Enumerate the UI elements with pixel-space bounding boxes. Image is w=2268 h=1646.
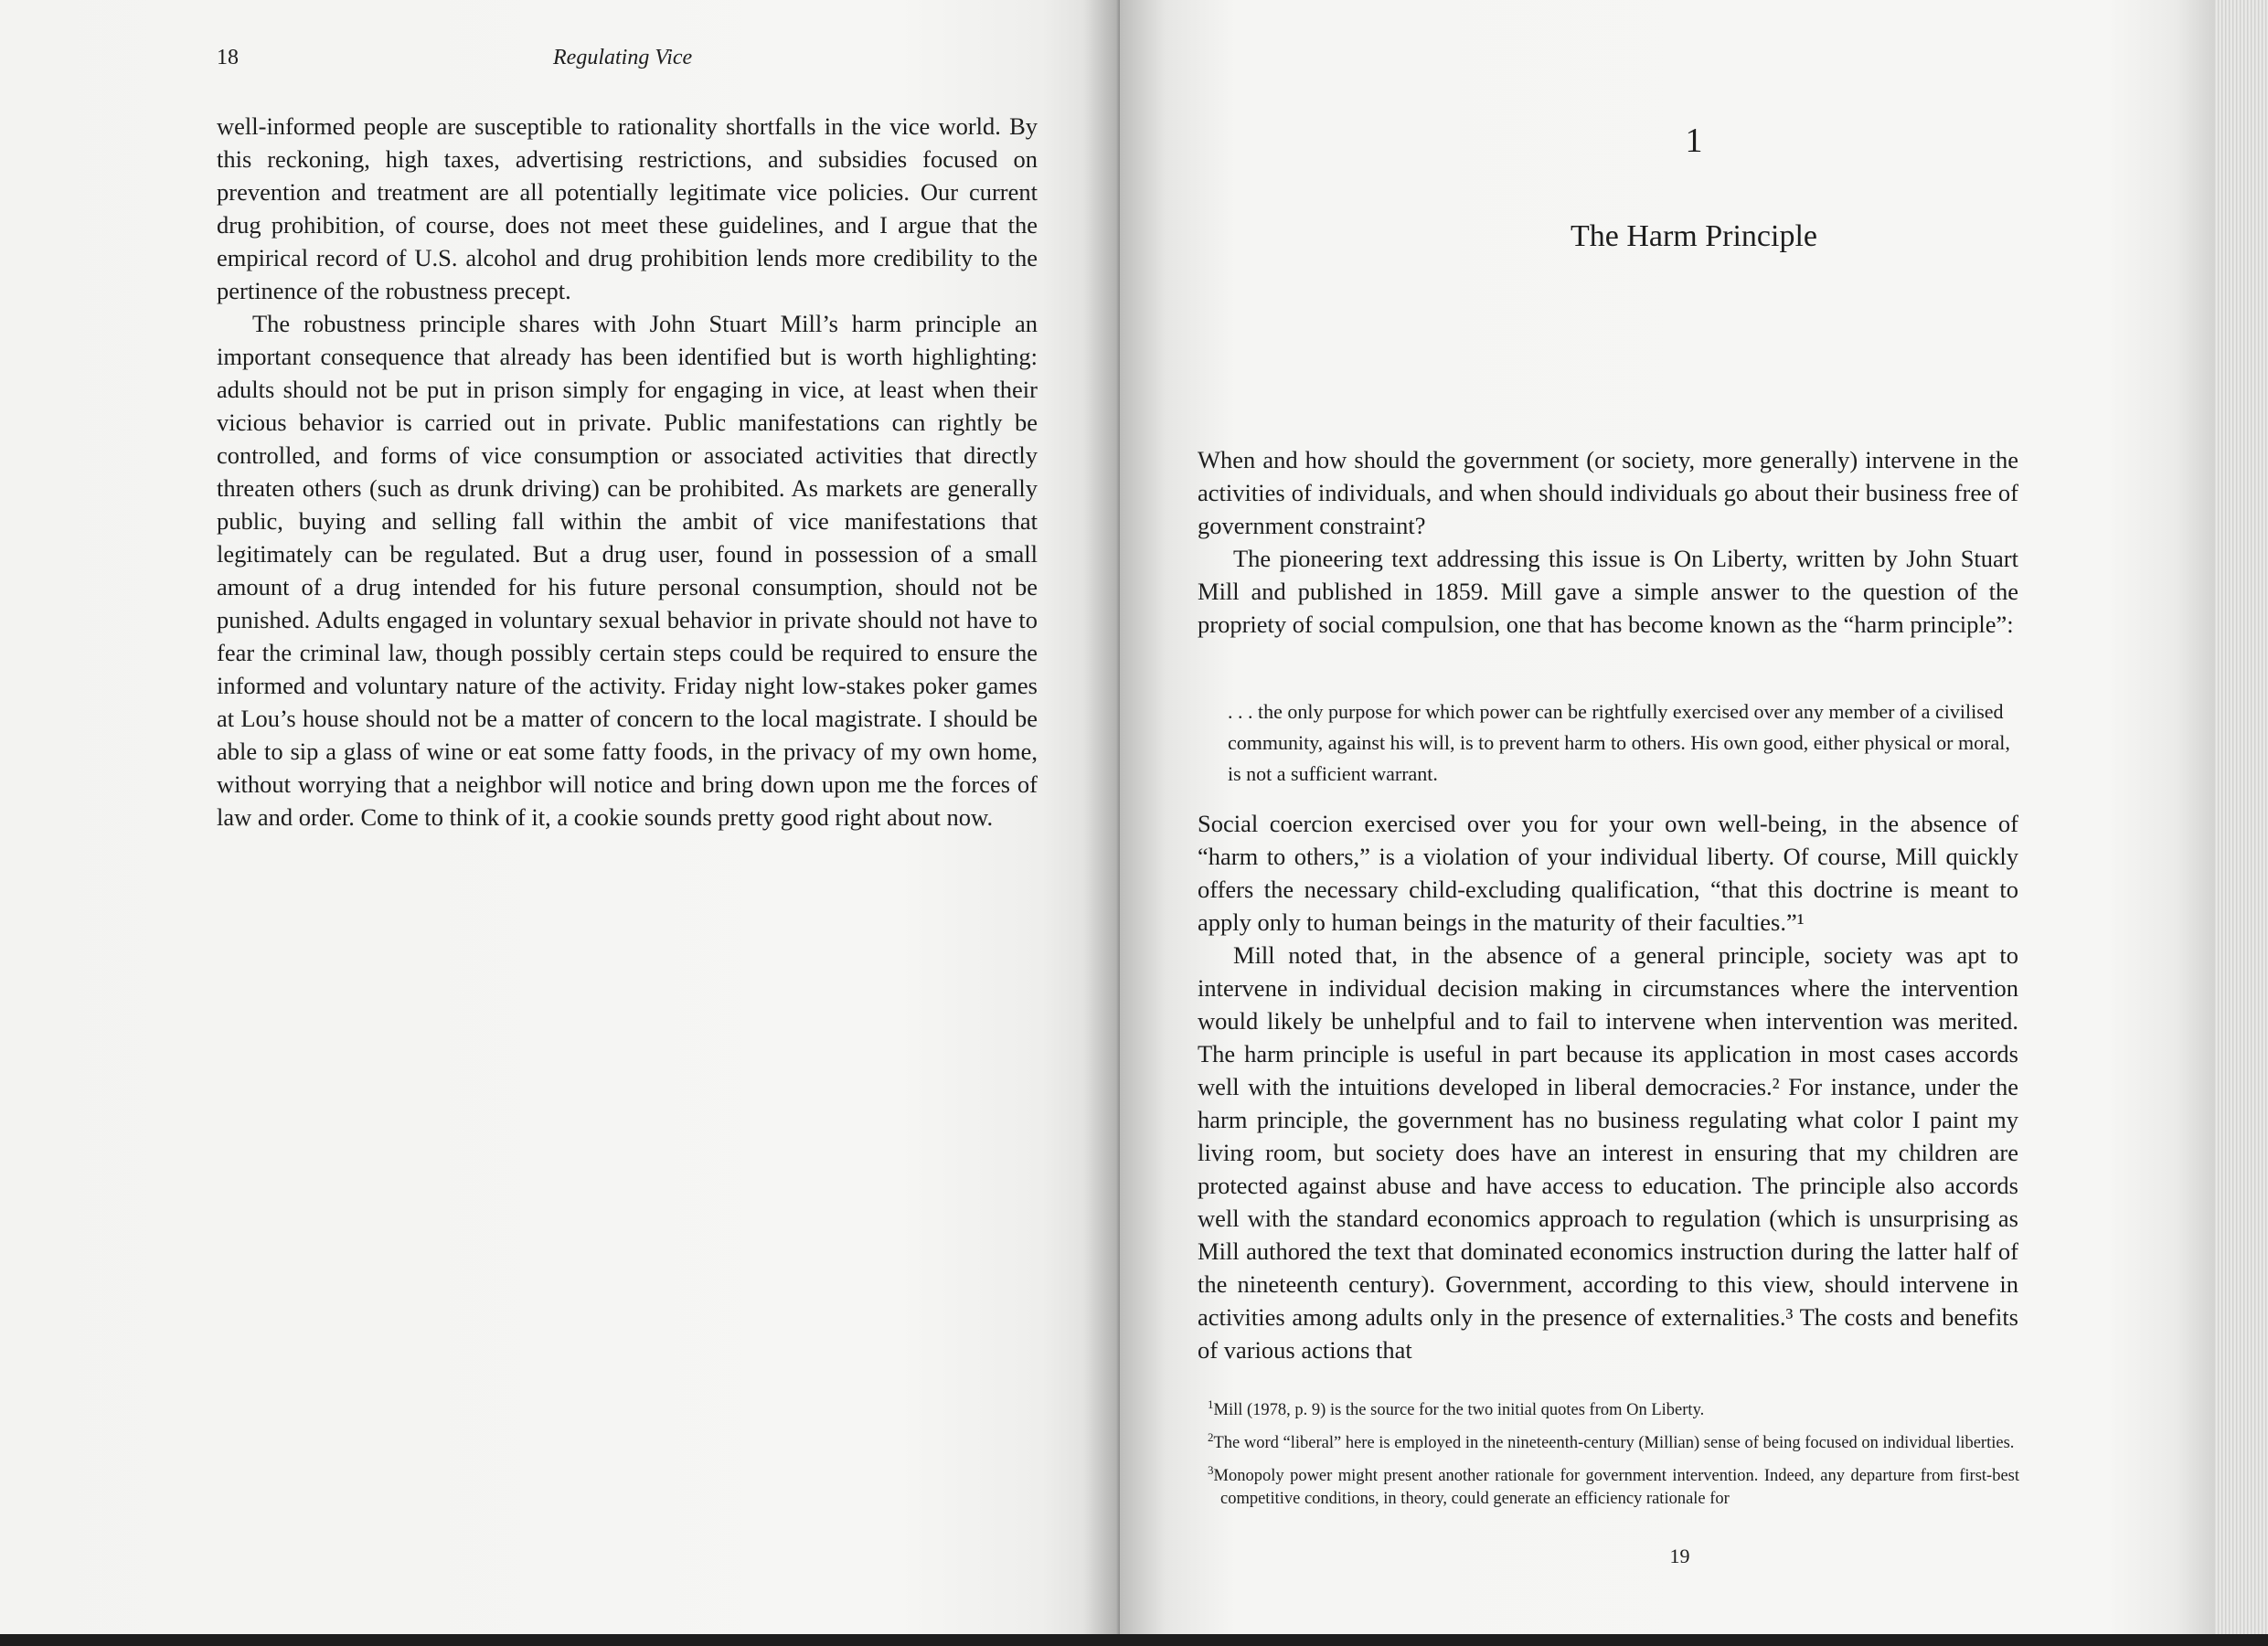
footnotes <box>1200 1393 2019 1514</box>
paragraph: The robustness principle shares with John Stuart Mill’s harm principle an important consequence that already has been identified but is worth highlighting: adults should not be put in prison simply for engaging in vice, at least when their vicious behavior is carried out in private. Public manifestations can rightly be controlled, and forms of vice consumption or associated activities that directly threaten others (such as drunk driving) can be prohibited. As markets are generally public, buying and selling fall within the ambit of vice manifestations that legitimately can be regulated. But a drug user, found in possession of a small amount of a drug intended for his future personal consumption, should not be punished. Adults engaged in voluntary sexual behavior in private should not have to fear the criminal law, though possibly certain steps could be required to ensure the informed and voluntary nature of the activity. Friday night low-stakes poker games at Lou’s house should not be a matter of concern to the local magistrate. I should be able to sip a glass of wine or eat some fatty foods, in the privacy of my own home, without worrying that a neighbor will notice and bring down upon me the forces of law and order. Come to think of it, a cookie sounds pretty good right about now. <box>217 310 1038 831</box>
page-number-footer: 19 <box>1669 1545 1690 1567</box>
paragraph: The pioneering text addressing this issue is On Liberty, written by John Stuart Mill and published in 1859. Mill gave a simple answer to the question of the propriety of social compulsion, one that has become known as the “harm principle”: <box>1198 545 2018 638</box>
paragraph: well-informed people are susceptible to rationality shortfalls in the vice world. By this reckoning, high taxes, advertising restrictions, and subsidies focused on prevention and treatment are all potentially legitimate vice policies. Our current drug prohibition, of course, does not meet these guidelines, and I argue that the empirical record of U.S. alcohol and drug prohibition lends more credibility to the pertinence of the robustness precept. <box>217 112 1038 304</box>
page-edges <box>2215 0 2268 1646</box>
paragraph: Social coercion exercised over you for your own well-being, in the absence of “harm to others,” is a violation of your individual liberty. Of course, Mill quickly offers the necessary child-excluding qualification, “that this doctrine is meant to apply only to human beings in the maturity of their faculties.”¹ <box>1198 810 2018 936</box>
running-title: Regulating Vice <box>553 46 693 69</box>
background-surface <box>0 1634 2268 1646</box>
footnote: $^1$Mill (1978, p. 9) is the source for the two initial quotes from On Liberty. <box>1208 1397 1705 1420</box>
block-quote: . . . the only purpose for which power can be rightfully exercised over any member of a civilised community, against his will, is to prevent harm to others. His own good, either physical or moral, is not a sufficient warrant. <box>1228 700 2010 785</box>
main-text <box>1198 807 2018 1366</box>
page-number-header: 18 <box>217 46 239 69</box>
footnote: $^2$The word “liberal” here is employed in the nineteenth-century (Millian) sense of being focused on individual liberties. <box>1208 1430 2015 1453</box>
intro-text <box>1198 443 2018 641</box>
paragraph: When and how should the government (or society, more generally) intervene in the activities of individuals, and when should individuals go about their business free of government constraint? <box>1198 446 2018 539</box>
left-body-text <box>217 110 1038 834</box>
chapter-title: The Harm Principle <box>1570 219 1818 253</box>
footnote: $^3$Monopoly power might present another rationale for government intervention. Indeed, any departure from first-best competitive conditions, in theory, could generate an efficiency rationale for <box>1208 1463 2019 1509</box>
paragraph: Mill noted that, in the absence of a general principle, society was apt to intervene in individual decision making in circumstances where the intervention would likely be unhelpful and to fail to intervene when intervention was merited. The harm principle is useful in part because its application in most cases accords well with the intuitions developed in liberal democracies.² For instance, under the harm principle, the government has no business regulating what color I paint my living room, but society does have an interest in ensuring that my children are protected against abuse and have access to education. The principle also accords well with the standard economics approach to regulation (which is unsurprising as Mill authored the text that dominated economics instruction during the latter half of the nineteenth century). Government, according to this view, should intervene in activities among adults only in the presence of externalities.³ The costs and benefits of various actions that <box>1198 941 2018 1364</box>
left-page <box>0 0 1120 1646</box>
right-page <box>1120 0 2268 1646</box>
chapter-number: 1 <box>1685 122 1703 160</box>
